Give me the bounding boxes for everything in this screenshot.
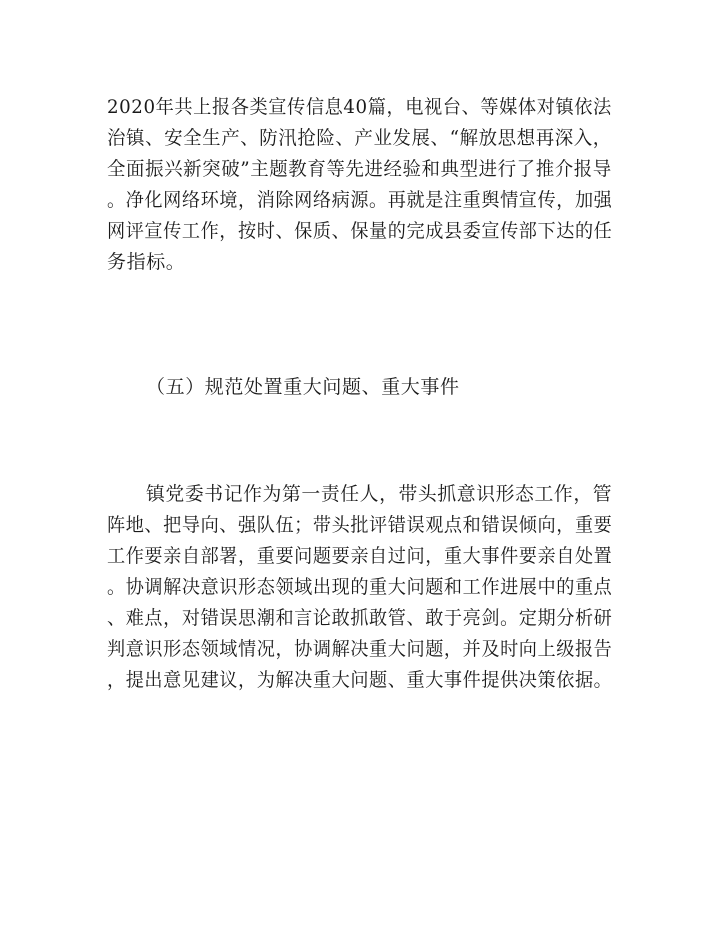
paragraph-2-line: 阵地、把导向、强队伍；带头批评错误观点和错误倾向，重要 (107, 514, 613, 536)
paragraph-2-line: 、难点，对错误思潮和言论敢抓敢管、敢于亮剑。定期分析研 (107, 607, 613, 629)
paragraph-2-line: 判意识形态领域情况，协调解决重大问题，并及时向上级报告 (107, 638, 613, 660)
paragraph-1-line: 全面振兴新突破”主题教育等先进经验和典型进行了推介报导 (107, 158, 612, 180)
paragraph-2-line: ，提出意见建议，为解决重大问题、重大事件提供决策依据。 (107, 669, 613, 691)
paragraph-1-line: 务指标。 (107, 251, 186, 273)
paragraph-2-line: 镇党委书记作为第一责任人，带头抓意识形态工作，管 (146, 483, 613, 505)
paragraph-1-line: 治镇、安全生产、防汛抢险、产业发展、“解放思想再深入， (107, 127, 612, 149)
section-heading: （五）规范处置重大问题、重大事件 (146, 376, 460, 398)
paragraph-1-line: 2020年共上报各类宣传信息40篇，电视台、等媒体对镇依法 (107, 96, 612, 118)
paragraph-2-line: 工作要亲自部署，重要问题要亲自过问，重大事件要亲自处置 (107, 545, 613, 567)
paragraph-1-line: 。净化网络环境，消除网络病源。再就是注重舆情宣传，加强 (107, 189, 613, 211)
paragraph-2-line: 。协调解决意识形态领域出现的重大问题和工作进展中的重点 (107, 576, 613, 598)
paragraph-1-line: 网评宣传工作，按时、保质、保量的完成县委宣传部下达的任 (107, 220, 613, 242)
